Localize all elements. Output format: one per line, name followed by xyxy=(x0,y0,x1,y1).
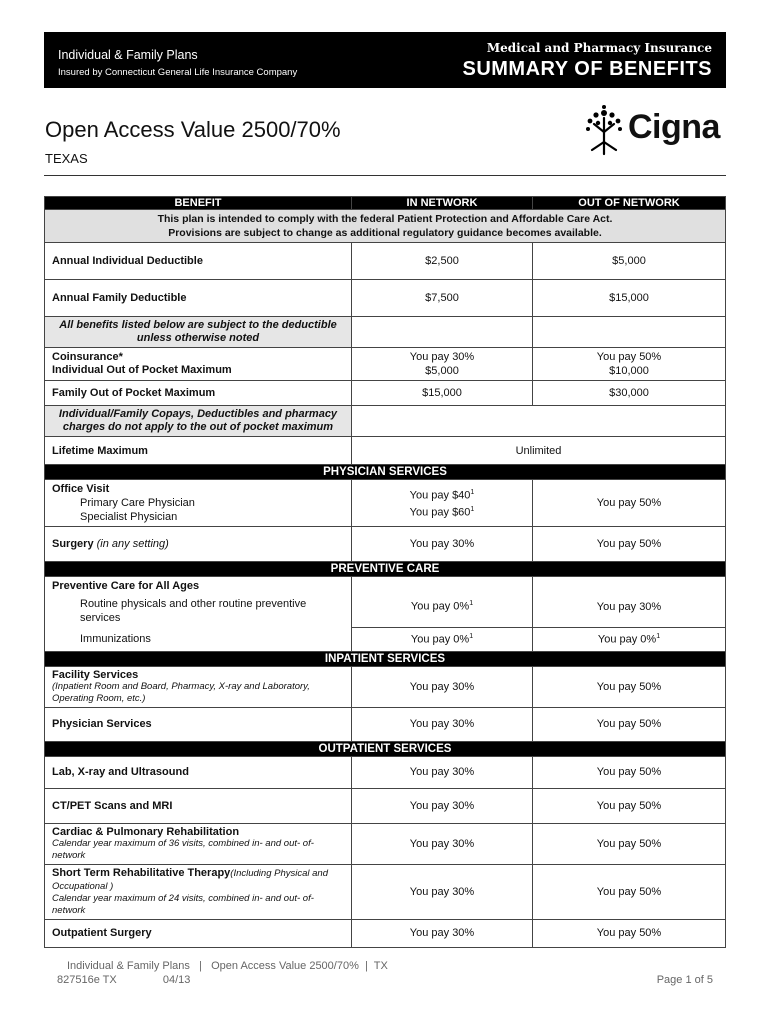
in-network-value: You pay 30% xyxy=(352,756,533,788)
table-row xyxy=(45,527,726,562)
row-note: Calendar year maximum of 36 visits, combined in- and out- of-network xyxy=(52,837,314,861)
in-network-value: $15,000 xyxy=(352,381,533,406)
row-label: Surgery xyxy=(52,538,94,550)
row-label: Facility Services xyxy=(52,668,139,681)
table-row xyxy=(45,864,726,919)
row-label: Annual Family Deductible xyxy=(45,280,352,317)
in-network-value: You pay 30% xyxy=(352,666,533,707)
benefits-table xyxy=(44,196,726,948)
in-network-value: You pay $60 xyxy=(409,506,471,519)
table-row xyxy=(45,437,726,465)
intro-line-2: Provisions are subject to change as additional regulatory guidance becomes available. xyxy=(168,227,602,239)
in-network-value: You pay $40 xyxy=(409,490,471,502)
row-label: Individual Out of Pocket Maximum xyxy=(52,364,232,376)
plans-label: Individual & Family Plans xyxy=(58,48,198,62)
row-label: Family Out of Pocket Maximum xyxy=(45,381,352,406)
out-network-value: You pay 50% xyxy=(533,788,726,823)
out-network-value: You pay 50% xyxy=(533,823,726,864)
oop-note: Individual/Family Copays, Deductibles and pharmacy charges do not apply to the out of pocket maximum xyxy=(45,406,352,437)
table-row xyxy=(45,823,726,864)
footnote-mark: 1 xyxy=(656,632,661,640)
section-header-outpatient: OUTPATIENT SERVICES xyxy=(45,741,726,756)
cigna-logo-text: Cigna xyxy=(628,108,720,146)
header-in-network: IN NETWORK xyxy=(352,197,533,210)
in-network-value: You pay 30% xyxy=(352,919,533,947)
row-sublabel: Primary Care Physician xyxy=(80,497,195,509)
in-network-value: You pay 30% xyxy=(352,527,533,562)
out-network-value: You pay 50% xyxy=(596,351,662,363)
doc-title: SUMMARY OF BENEFITS xyxy=(462,58,712,80)
in-network-value: $5,000 xyxy=(425,365,459,377)
row-label: Coinsurance* xyxy=(52,351,123,363)
row-label: Outpatient Surgery xyxy=(45,919,352,947)
out-network-value: $30,000 xyxy=(533,381,726,406)
footer-line: Individual & Family Plans | Open Access Value 2500/70% | TX xyxy=(67,960,388,972)
section-header-physician: PHYSICIAN SERVICES xyxy=(45,465,726,480)
plan-state: TEXAS xyxy=(45,151,88,166)
row-label: Lifetime Maximum xyxy=(45,437,352,465)
doc-type: Medical and Pharmacy Insurance xyxy=(486,41,712,55)
in-network-value: You pay 30% xyxy=(352,788,533,823)
out-network-value: You pay 50% xyxy=(533,527,726,562)
in-network-value: $7,500 xyxy=(352,280,533,317)
intro-row xyxy=(45,210,726,243)
plan-title: Open Access Value 2500/70% xyxy=(45,117,341,142)
row-label: Physician Services xyxy=(45,707,352,741)
divider xyxy=(44,175,726,176)
in-network-value: You pay 0% xyxy=(410,633,470,646)
in-network-value: You pay 30% xyxy=(352,864,533,919)
form-id: 827516e TX xyxy=(57,974,117,986)
out-network-value: You pay 50% xyxy=(533,756,726,788)
page-number: Page 1 of 5 xyxy=(656,974,713,986)
row-qualifier: (Including Physical and Occupational ) xyxy=(52,867,328,892)
table-header-row xyxy=(45,197,726,210)
row-label: Cardiac & Pulmonary Rehabilitation xyxy=(52,825,240,838)
table-row xyxy=(45,280,726,317)
table-row xyxy=(45,919,726,947)
table-row xyxy=(45,243,726,280)
out-network-value: $15,000 xyxy=(533,280,726,317)
out-network-value: You pay 50% xyxy=(533,707,726,741)
header-out-of-network: OUT OF NETWORK xyxy=(533,197,726,210)
footer-form-id xyxy=(57,974,190,986)
row-sublabel: Routine physicals and other routine preventive services xyxy=(80,598,307,624)
in-network-value: You pay 30% xyxy=(352,707,533,741)
table-row xyxy=(45,406,726,437)
out-network-value: You pay 0% xyxy=(597,633,657,646)
header-benefit: BENEFIT xyxy=(45,197,352,210)
table-row xyxy=(45,756,726,788)
deductible-note: All benefits listed below are subject to the deductible unless otherwise noted xyxy=(45,317,352,348)
out-network-value: You pay 50% xyxy=(533,480,726,527)
footnote-mark: 1 xyxy=(469,600,474,608)
row-label: CT/PET Scans and MRI xyxy=(45,788,352,823)
header-banner xyxy=(44,32,726,88)
row-label: Lab, X-ray and Ultrasound xyxy=(45,756,352,788)
out-network-value: You pay 50% xyxy=(533,864,726,919)
row-sublabel: Specialist Physician xyxy=(80,511,178,523)
in-network-value: $2,500 xyxy=(352,243,533,280)
out-network-value: You pay 50% xyxy=(533,666,726,707)
in-network-value: You pay 30% xyxy=(352,823,533,864)
in-network-value: You pay 0% xyxy=(410,601,470,614)
intro-line-1: This plan is intended to comply with the federal Patient Protection and Affordable Care Act. xyxy=(157,213,613,225)
table-row xyxy=(45,627,726,651)
out-network-value: $10,000 xyxy=(609,365,649,377)
footnote-mark: 1 xyxy=(470,489,475,497)
footnote-mark: 1 xyxy=(470,506,475,513)
table-row xyxy=(45,707,726,741)
row-label: Annual Individual Deductible xyxy=(45,243,352,280)
row-sublabel: Immunizations xyxy=(80,632,151,645)
table-row xyxy=(45,381,726,406)
in-network-value: You pay 30% xyxy=(409,351,475,363)
table-row xyxy=(45,317,726,348)
row-qualifier: (in any setting) xyxy=(96,538,169,550)
table-row xyxy=(45,788,726,823)
form-date: 04/13 xyxy=(162,974,191,986)
row-note: Calendar year maximum of 24 visits, combined in- and out- of-network xyxy=(52,892,314,916)
table-row xyxy=(45,577,726,628)
table-row xyxy=(45,666,726,707)
table-row xyxy=(45,480,726,527)
row-label: Short Term Rehabilitative Therapy xyxy=(52,866,231,879)
row-note: (Inpatient Room and Board, Pharmacy, X-ray and Laboratory, Operating Room, etc.) xyxy=(52,680,310,704)
insurer-label: Insured by Connecticut General Life Insurance Company xyxy=(58,67,298,78)
footnote-mark: 1 xyxy=(469,632,474,640)
table-row xyxy=(45,348,726,381)
lifetime-value: Unlimited xyxy=(352,437,726,465)
section-header-inpatient: INPATIENT SERVICES xyxy=(45,651,726,666)
out-network-value: You pay 30% xyxy=(533,577,726,628)
row-label: Preventive Care for All Ages xyxy=(52,580,200,592)
section-header-preventive: PREVENTIVE CARE xyxy=(45,562,726,577)
out-network-value: $5,000 xyxy=(533,243,726,280)
row-label: Office Visit xyxy=(52,483,110,495)
out-network-value: You pay 50% xyxy=(533,919,726,947)
